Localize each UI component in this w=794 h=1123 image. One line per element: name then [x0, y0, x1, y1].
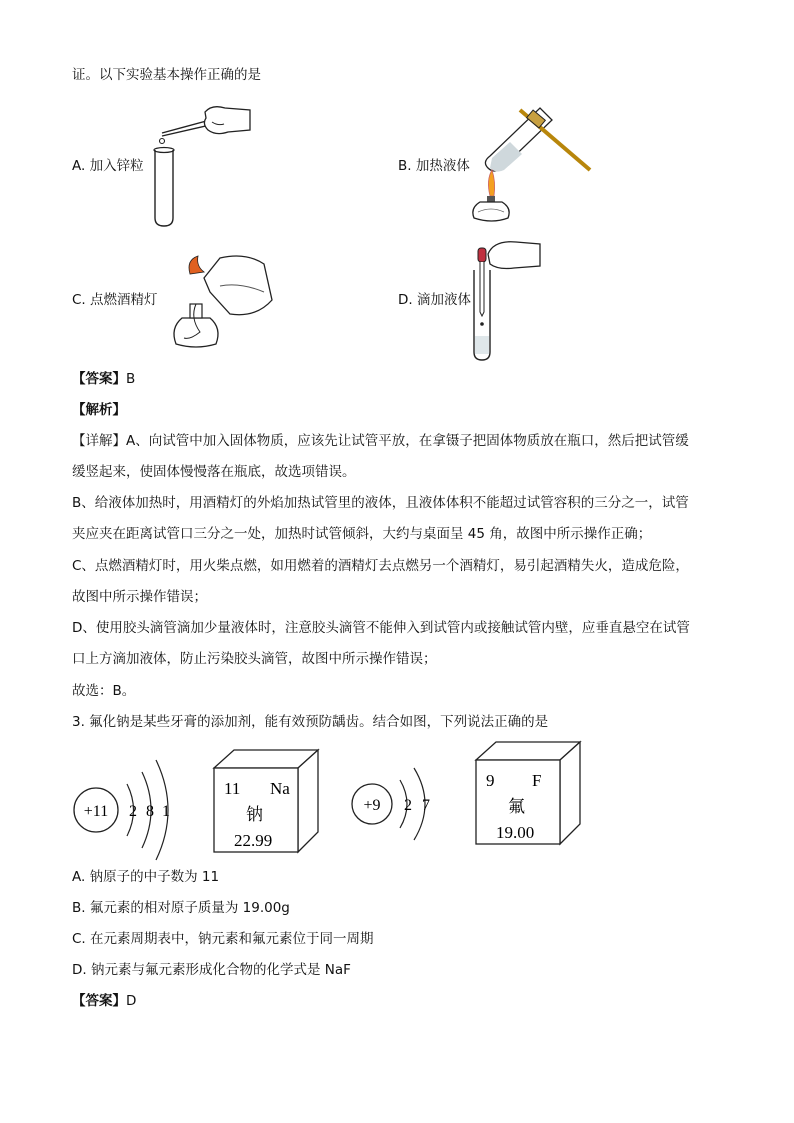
figure-add-zinc	[150, 100, 260, 230]
q2-option-d: D. 滴加液体	[398, 292, 471, 308]
sodium-atom-diagram	[72, 750, 187, 865]
fluorine-symbol: F	[532, 771, 542, 790]
fluorine-name: 氟	[508, 797, 525, 817]
sodium-name: 钠	[246, 805, 263, 825]
q2-option-a: A. 加入锌粒	[72, 158, 144, 174]
sodium-symbol: Na	[270, 779, 290, 798]
sodium-shell-electrons: 2	[129, 803, 137, 820]
fluorine-atomic-mass: 19.00	[496, 823, 535, 842]
figure-add-drops	[470, 236, 580, 366]
fluorine-atom-diagram	[350, 760, 440, 850]
sodium-shell-electrons: 8	[146, 803, 154, 820]
figure-heat-liquid	[470, 100, 600, 230]
q2-detail-line: C、点燃酒精灯时，用火柴点燃，如用燃着的酒精灯去点燃另一个酒精灯，易引起酒精失火，造成危险，	[72, 558, 689, 574]
fluorine-shell-electrons: 2	[404, 797, 412, 814]
q2-option-c: C. 点燃酒精灯	[72, 292, 158, 308]
sodium-atomic-number: 11	[224, 779, 241, 798]
q3-option-a: A. 钠原子的中子数为 11	[72, 869, 220, 885]
q2-detail-line: 夹应夹在距离试管口三分之一处，加热时试管倾斜，大约与桌面呈 45 角，故图中所示操作正确；	[72, 526, 652, 542]
q3-answer: 【答案】D	[72, 993, 137, 1009]
fluorine-atomic-number: 9	[486, 771, 495, 790]
q2-detail-line: B、给液体加热时，用酒精灯的外焰加热试管里的液体，且液体体积不能超过试管容积的三分之一，试管	[72, 495, 689, 511]
q3-option-c: C. 在元素周期表中，钠元素和氟元素位于同一周期	[72, 931, 374, 947]
sodium-shell-electrons: 1	[162, 803, 170, 820]
q2-detail-line: D、使用胶头滴管滴加少量液体时，注意胶头滴管不能伸入到试管内或接触试管内壁，应垂直悬空在试管	[72, 620, 690, 636]
q2-detail-line: 【详解】A、向试管中加入固体物质，应该先让试管平放，在拿镊子把固体物质放在瓶口，然后把试管缓	[72, 433, 689, 449]
q2-detail-line: 缓竖起来，使固体慢慢落在瓶底，故选项错误。	[72, 464, 356, 480]
fluorine-element-tile	[474, 740, 584, 848]
sodium-atomic-mass: 22.99	[234, 831, 273, 850]
fluorine-shell-electrons: 7	[422, 797, 430, 814]
q3-stem: 3. 氟化钠是某些牙膏的添加剂，能有效预防龋齿。结合如图，下列说法正确的是	[72, 714, 549, 730]
q2-stem: 证。以下实验基本操作正确的是	[72, 67, 261, 83]
q2-detail-line: 口上方滴加液体，防止污染胶头滴管，故图中所示操作错误；	[72, 651, 437, 667]
fluorine-nucleus-charge: +9	[363, 797, 381, 814]
q3-option-d: D. 钠元素与氟元素形成化合物的化学式是 NaF	[72, 962, 351, 978]
q2-detail-line: 故图中所示操作错误；	[72, 589, 207, 605]
q2-answer: 【答案】B	[72, 371, 136, 387]
figure-light-lamp	[160, 252, 280, 352]
sodium-nucleus-charge: +11	[83, 803, 109, 820]
q2-analysis-tag: 【解析】	[72, 402, 126, 418]
q3-option-b: B. 氟元素的相对原子质量为 19.00g	[72, 900, 290, 916]
sodium-element-tile	[212, 748, 322, 856]
q2-option-b: B. 加热液体	[398, 158, 470, 174]
q2-detail-line: 故选：B。	[72, 683, 136, 699]
